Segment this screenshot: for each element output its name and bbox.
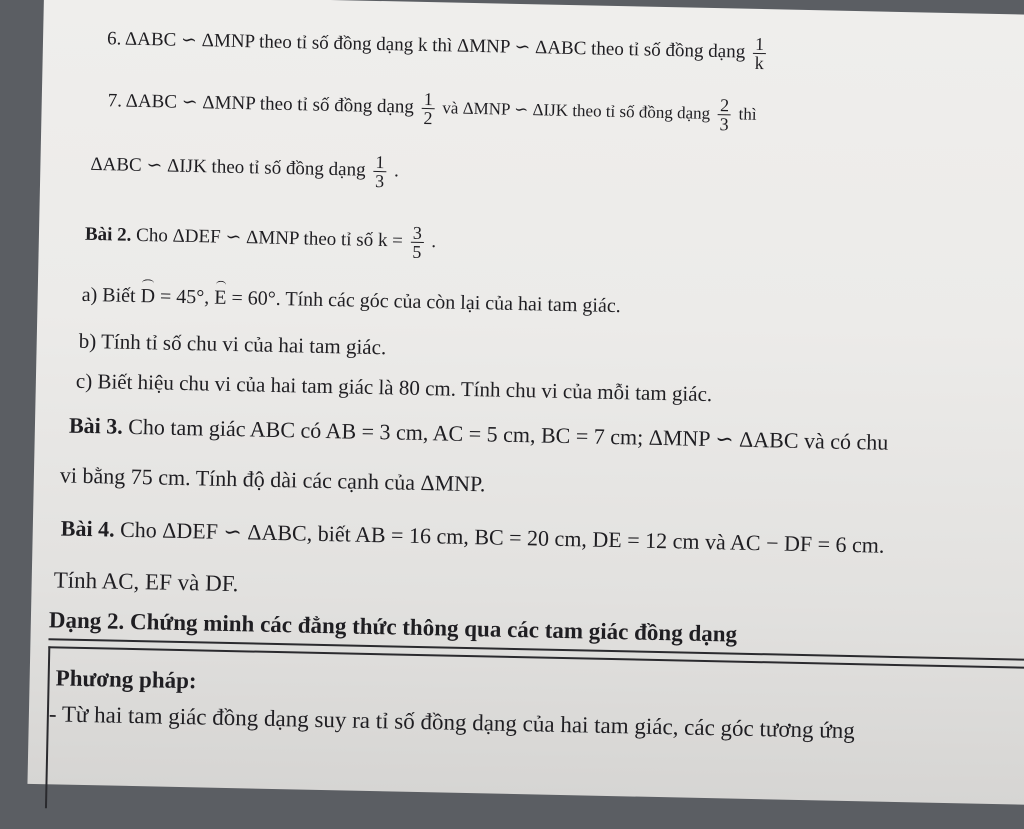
bai-2-c: c) Biết hiệu chu vi của hai tam giác là 80 cm. Tính chu vi của mỗi tam giác. xyxy=(75,368,713,407)
item-6: 6. ΔABC ∽ ΔMNP theo tỉ số đồng dạng k thì ΔMNP ∽ ΔABC theo tỉ số đồng dạng $\frac{1}{k}$ xyxy=(106,28,765,74)
bai-3-continuation: vi bằng 75 cm. Tính độ dài các cạnh của ΔMNP. xyxy=(59,462,486,497)
angle-d: D xyxy=(140,285,156,308)
bai-2-b: b) Tính tỉ số chu vi của hai tam giác. xyxy=(78,328,387,360)
bai-2-a: a) Biết D = 45°, E = 60°. Tính các góc của còn lại của hai tam giác. xyxy=(81,283,621,318)
bai-4: Bài 4. Cho ΔDEF ∽ ΔABC, biết AB = 16 cm, BC = 20 cm, DE = 12 cm và AC − DF = 6 cm. xyxy=(60,515,885,558)
method-text: - Từ hai tam giác đồng dạng suy ra tỉ số đồng dạng của hai tam giác, các góc tương ứng xyxy=(48,701,856,744)
fraction-1-over-3: $\frac{1}{3}$ xyxy=(374,151,385,192)
bai-3: Bài 3. Cho tam giác ABC có AB = 3 cm, AC = 5 cm, BC = 7 cm; ΔMNP ∽ ΔABC và có chu xyxy=(68,412,889,455)
fraction-2-over-3: $\frac{2}{3}$ xyxy=(719,95,730,135)
fraction-3-over-5: $\frac{3}{5}$ xyxy=(412,222,423,262)
bai-2-label: Bài 2. xyxy=(84,223,132,246)
item-7: 7. ΔABC ∽ ΔMNP theo tỉ số đồng dạng $\frac{1}{2}$ và ΔMNP ∽ ΔIJK theo tỉ số đồng dạng $\frac{2}{3}$ thì xyxy=(107,88,757,135)
fraction-1-over-k: $\frac{1}{k}$ xyxy=(754,33,765,74)
section-title: Dạng 2. Chứng minh các đẳng thức thông qua các tam giác đồng dạng xyxy=(48,607,738,647)
method-label: Phương pháp: xyxy=(55,665,197,694)
bai-2: Bài 2. Cho ΔDEF ∽ ΔMNP theo tỉ số k = $\frac{3}{5}$ . xyxy=(84,222,437,262)
bai-4-continuation: Tính AC, EF và DF. xyxy=(53,567,239,597)
item-7-continuation: ΔABC ∽ ΔIJK theo tỉ số đồng dạng $\frac{1}{3}$ . xyxy=(90,151,400,192)
fraction-1-over-2: $\frac{1}{2}$ xyxy=(423,88,434,129)
angle-e: E xyxy=(214,286,227,309)
bai-3-label: Bài 3. xyxy=(68,412,124,439)
bai-4-label: Bài 4. xyxy=(60,515,115,542)
textbook-page xyxy=(27,0,1024,805)
